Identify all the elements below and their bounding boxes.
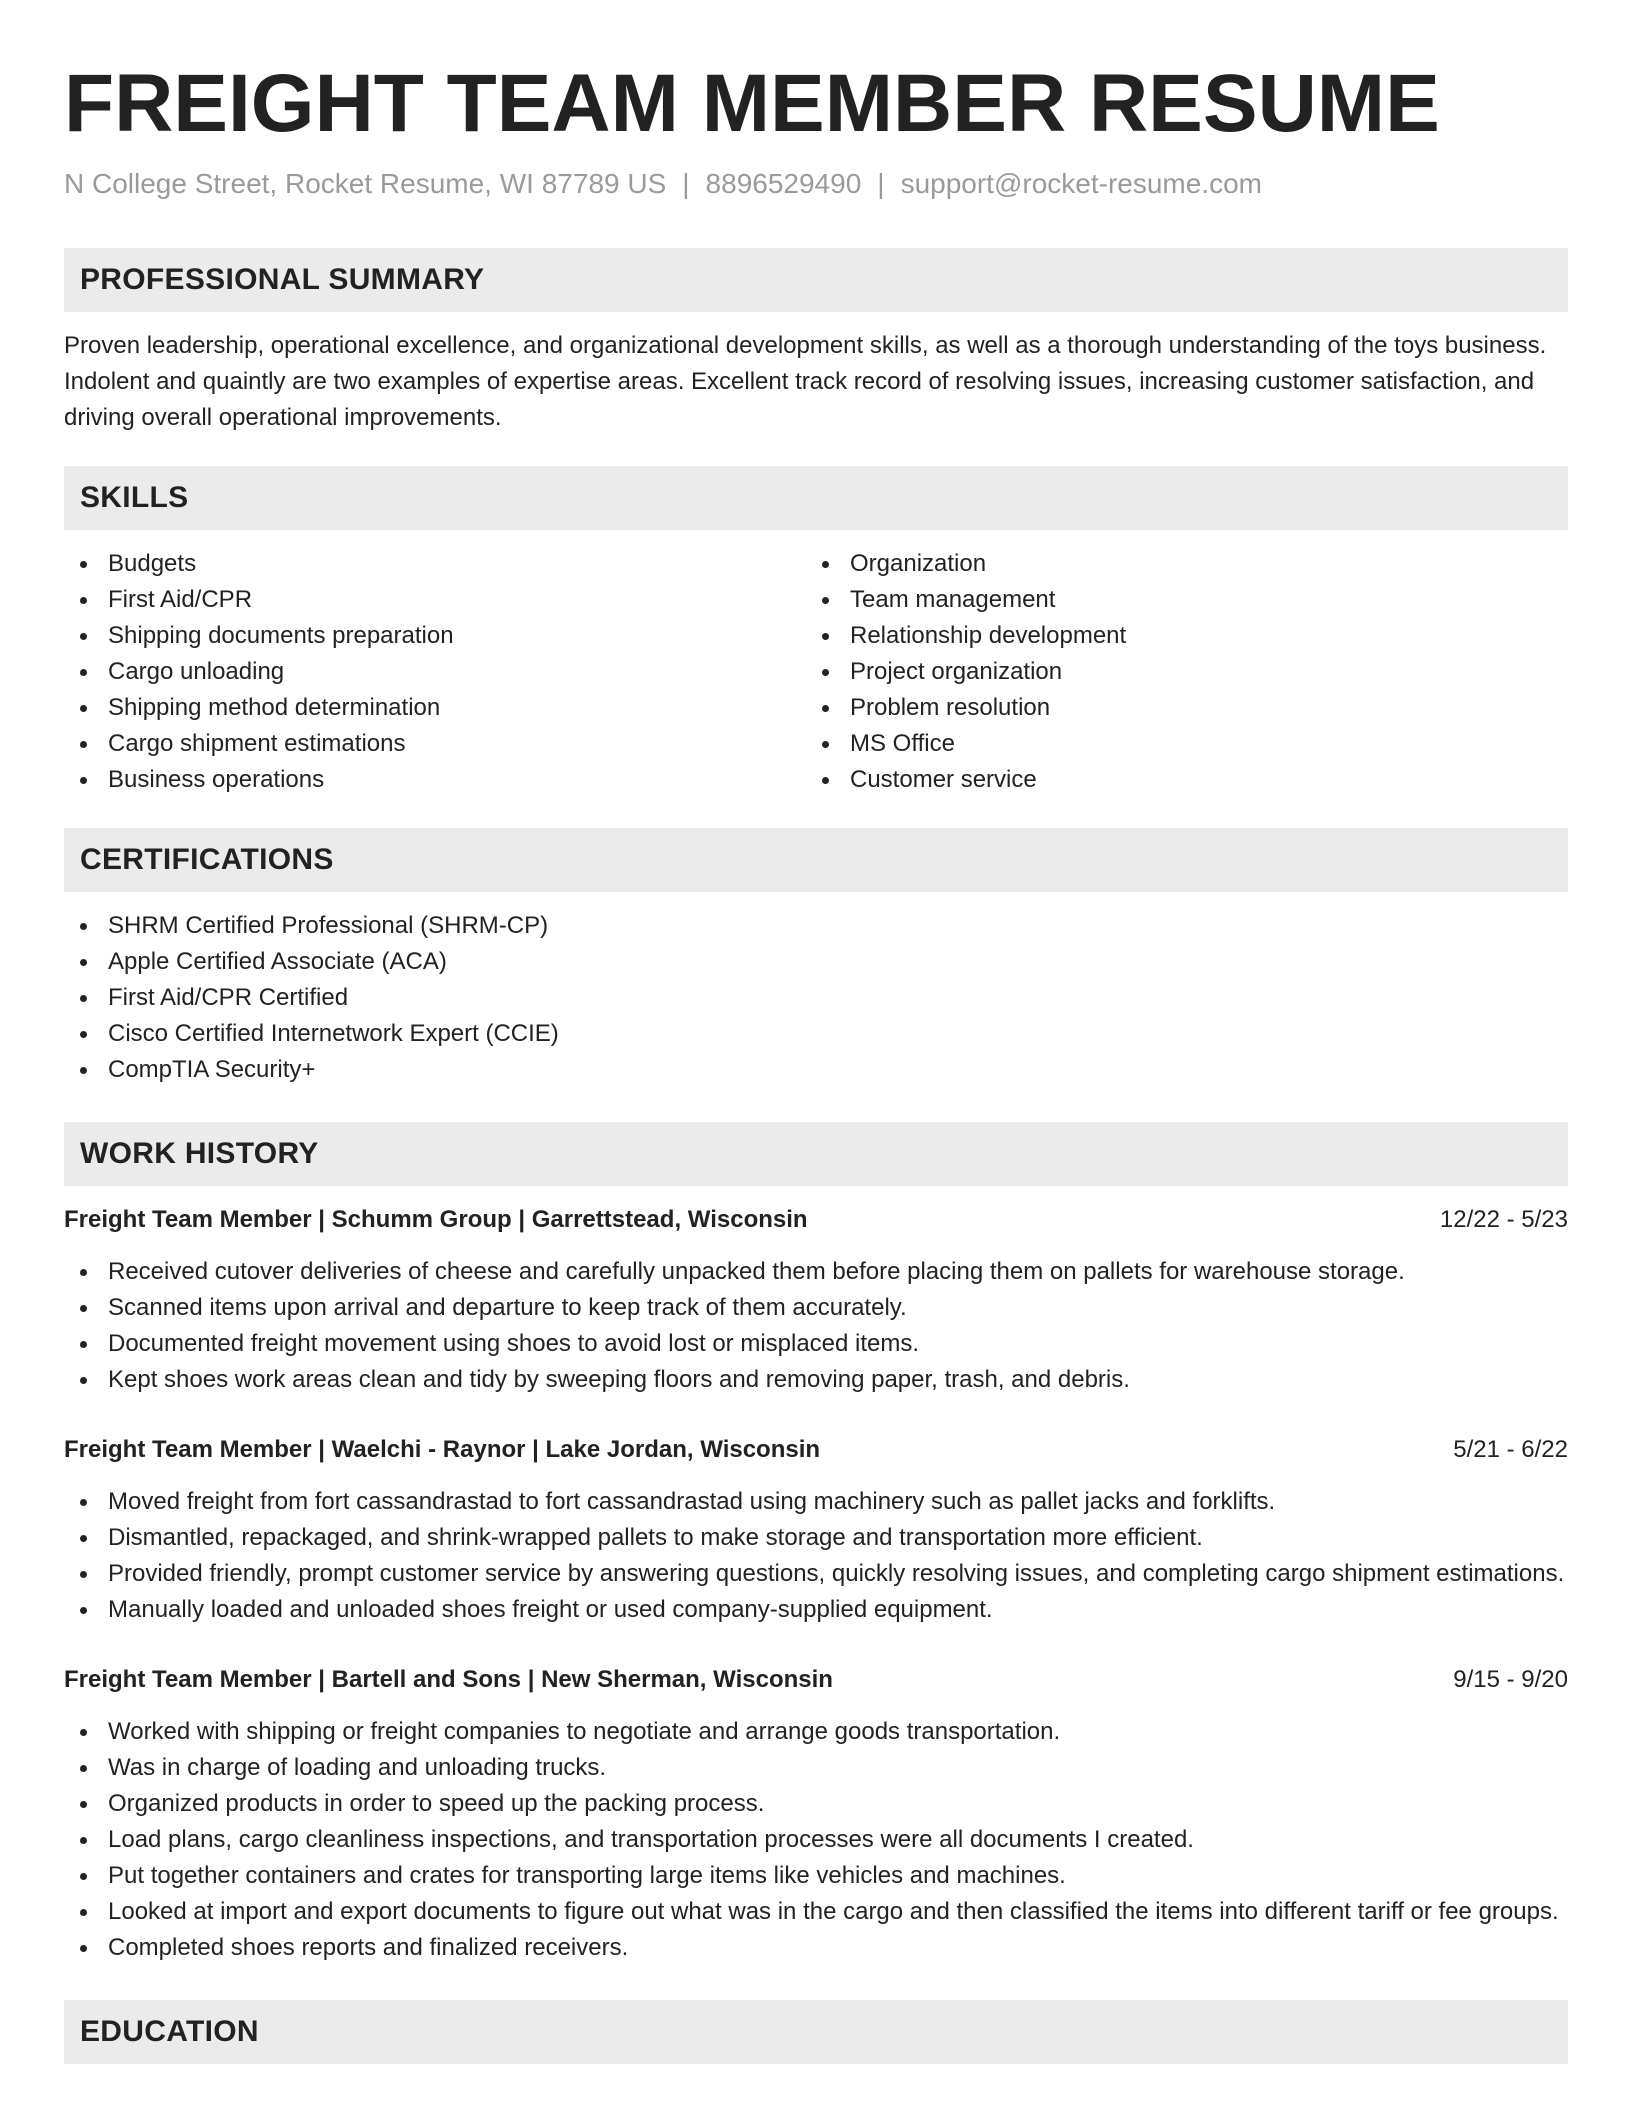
skills-list-right: [806, 546, 1548, 798]
list-item: Apple Certified Associate (ACA): [64, 944, 1568, 980]
list-item: MS Office: [806, 726, 1548, 762]
list-item: First Aid/CPR Certified: [64, 980, 1568, 1016]
list-item: Documented freight movement using shoes to avoid lost or misplaced items.: [64, 1326, 1568, 1362]
list-item: Load plans, cargo cleanliness inspections, and transportation processes were all documents I created.: [64, 1822, 1568, 1858]
list-item: Budgets: [64, 546, 806, 582]
list-item: First Aid/CPR: [64, 582, 806, 618]
job-header: [64, 1202, 1568, 1238]
list-item: SHRM Certified Professional (SHRM-CP): [64, 908, 1568, 944]
list-item: Cargo unloading: [64, 654, 806, 690]
job-dates: 9/15 - 9/20: [1453, 1666, 1568, 1693]
list-item: Put together containers and crates for transporting large items like vehicles and machines.: [64, 1858, 1568, 1894]
list-item: Shipping method determination: [64, 690, 806, 726]
list-item: Dismantled, repackaged, and shrink-wrapped pallets to make storage and transportation more efficient.: [64, 1520, 1568, 1556]
job-bullets: [64, 1254, 1568, 1398]
list-item: Cisco Certified Internetwork Expert (CCIE): [64, 1016, 1568, 1052]
list-item: Kept shoes work areas clean and tidy by sweeping floors and removing paper, trash, and debris.: [64, 1362, 1568, 1398]
list-item: Manually loaded and unloaded shoes freight or used company-supplied equipment.: [64, 1592, 1568, 1628]
list-item: Was in charge of loading and unloading trucks.: [64, 1750, 1568, 1786]
contact-phone: 8896529490: [705, 168, 862, 199]
skills-columns: [64, 546, 1568, 798]
summary-text: Proven leadership, operational excellence, and organizational development skills, as well as a thorough understanding of the toys business. Indolent and quaintly are two examples of expertise areas. Excellent track record of resolving issues, increasing customer satisfaction, and driving overall operational improvements.: [64, 332, 1547, 431]
resume-title: FREIGHT TEAM MEMBER RESUME: [64, 58, 1440, 149]
list-item: Looked at import and export documents to figure out what was in the cargo and then classified the items into different tariff or fee groups.: [64, 1894, 1568, 1930]
list-item: Customer service: [806, 762, 1548, 798]
list-item: Scanned items upon arrival and departure to keep track of them accurately.: [64, 1290, 1568, 1326]
job-title: Freight Team Member | Schumm Group | Garrettstead, Wisconsin: [64, 1206, 808, 1233]
job-title: Freight Team Member | Waelchi - Raynor | Lake Jordan, Wisconsin: [64, 1436, 821, 1463]
list-item: Organization: [806, 546, 1548, 582]
job-entry: [64, 1432, 1568, 1628]
job-title: Freight Team Member | Bartell and Sons | New Sherman, Wisconsin: [64, 1666, 833, 1693]
section-heading-summary: PROFESSIONAL SUMMARY: [64, 248, 1568, 312]
job-entry: [64, 1662, 1568, 1966]
contact-separator: |: [682, 168, 690, 199]
list-item: Business operations: [64, 762, 806, 798]
contact-separator: |: [877, 168, 885, 199]
list-item: Moved freight from fort cassandrastad to fort cassandrastad using machinery such as pallet jacks and forklifts.: [64, 1484, 1568, 1520]
list-item: Worked with shipping or freight companies to negotiate and arrange goods transportation.: [64, 1714, 1568, 1750]
job-bullets: [64, 1484, 1568, 1628]
skills-list-left: [64, 546, 806, 798]
list-item: Completed shoes reports and finalized receivers.: [64, 1930, 1568, 1966]
list-item: Team management: [806, 582, 1548, 618]
job-bullets: [64, 1714, 1568, 1966]
certifications-list: [64, 908, 1568, 1088]
resume-content: [64, 54, 1568, 2064]
job-header: [64, 1662, 1568, 1698]
job-header: [64, 1432, 1568, 1468]
section-heading-certifications: CERTIFICATIONS: [64, 828, 1568, 892]
contact-address: N College Street, Rocket Resume, WI 87789 US: [64, 168, 667, 199]
section-heading-education: EDUCATION: [64, 2000, 1568, 2064]
section-heading-work-history: WORK HISTORY: [64, 1122, 1568, 1186]
list-item: Received cutover deliveries of cheese and carefully unpacked them before placing them on pallets for warehouse storage.: [64, 1254, 1568, 1290]
list-item: Shipping documents preparation: [64, 618, 806, 654]
contact-email: support@rocket-resume.com: [900, 168, 1262, 199]
list-item: Provided friendly, prompt customer service by answering questions, quickly resolving issues, and completing cargo shipment estimations.: [64, 1556, 1568, 1592]
list-item: Relationship development: [806, 618, 1548, 654]
list-item: Project organization: [806, 654, 1548, 690]
list-item: Organized products in order to speed up the packing process.: [64, 1786, 1568, 1822]
job-dates: 12/22 - 5/23: [1439, 1206, 1568, 1233]
list-item: Cargo shipment estimations: [64, 726, 806, 762]
list-item: CompTIA Security+: [64, 1052, 1568, 1088]
job-entry: [64, 1202, 1568, 1398]
contact-line: [64, 166, 1568, 202]
section-heading-skills: SKILLS: [64, 466, 1568, 530]
job-dates: 5/21 - 6/22: [1453, 1436, 1568, 1463]
list-item: Problem resolution: [806, 690, 1548, 726]
